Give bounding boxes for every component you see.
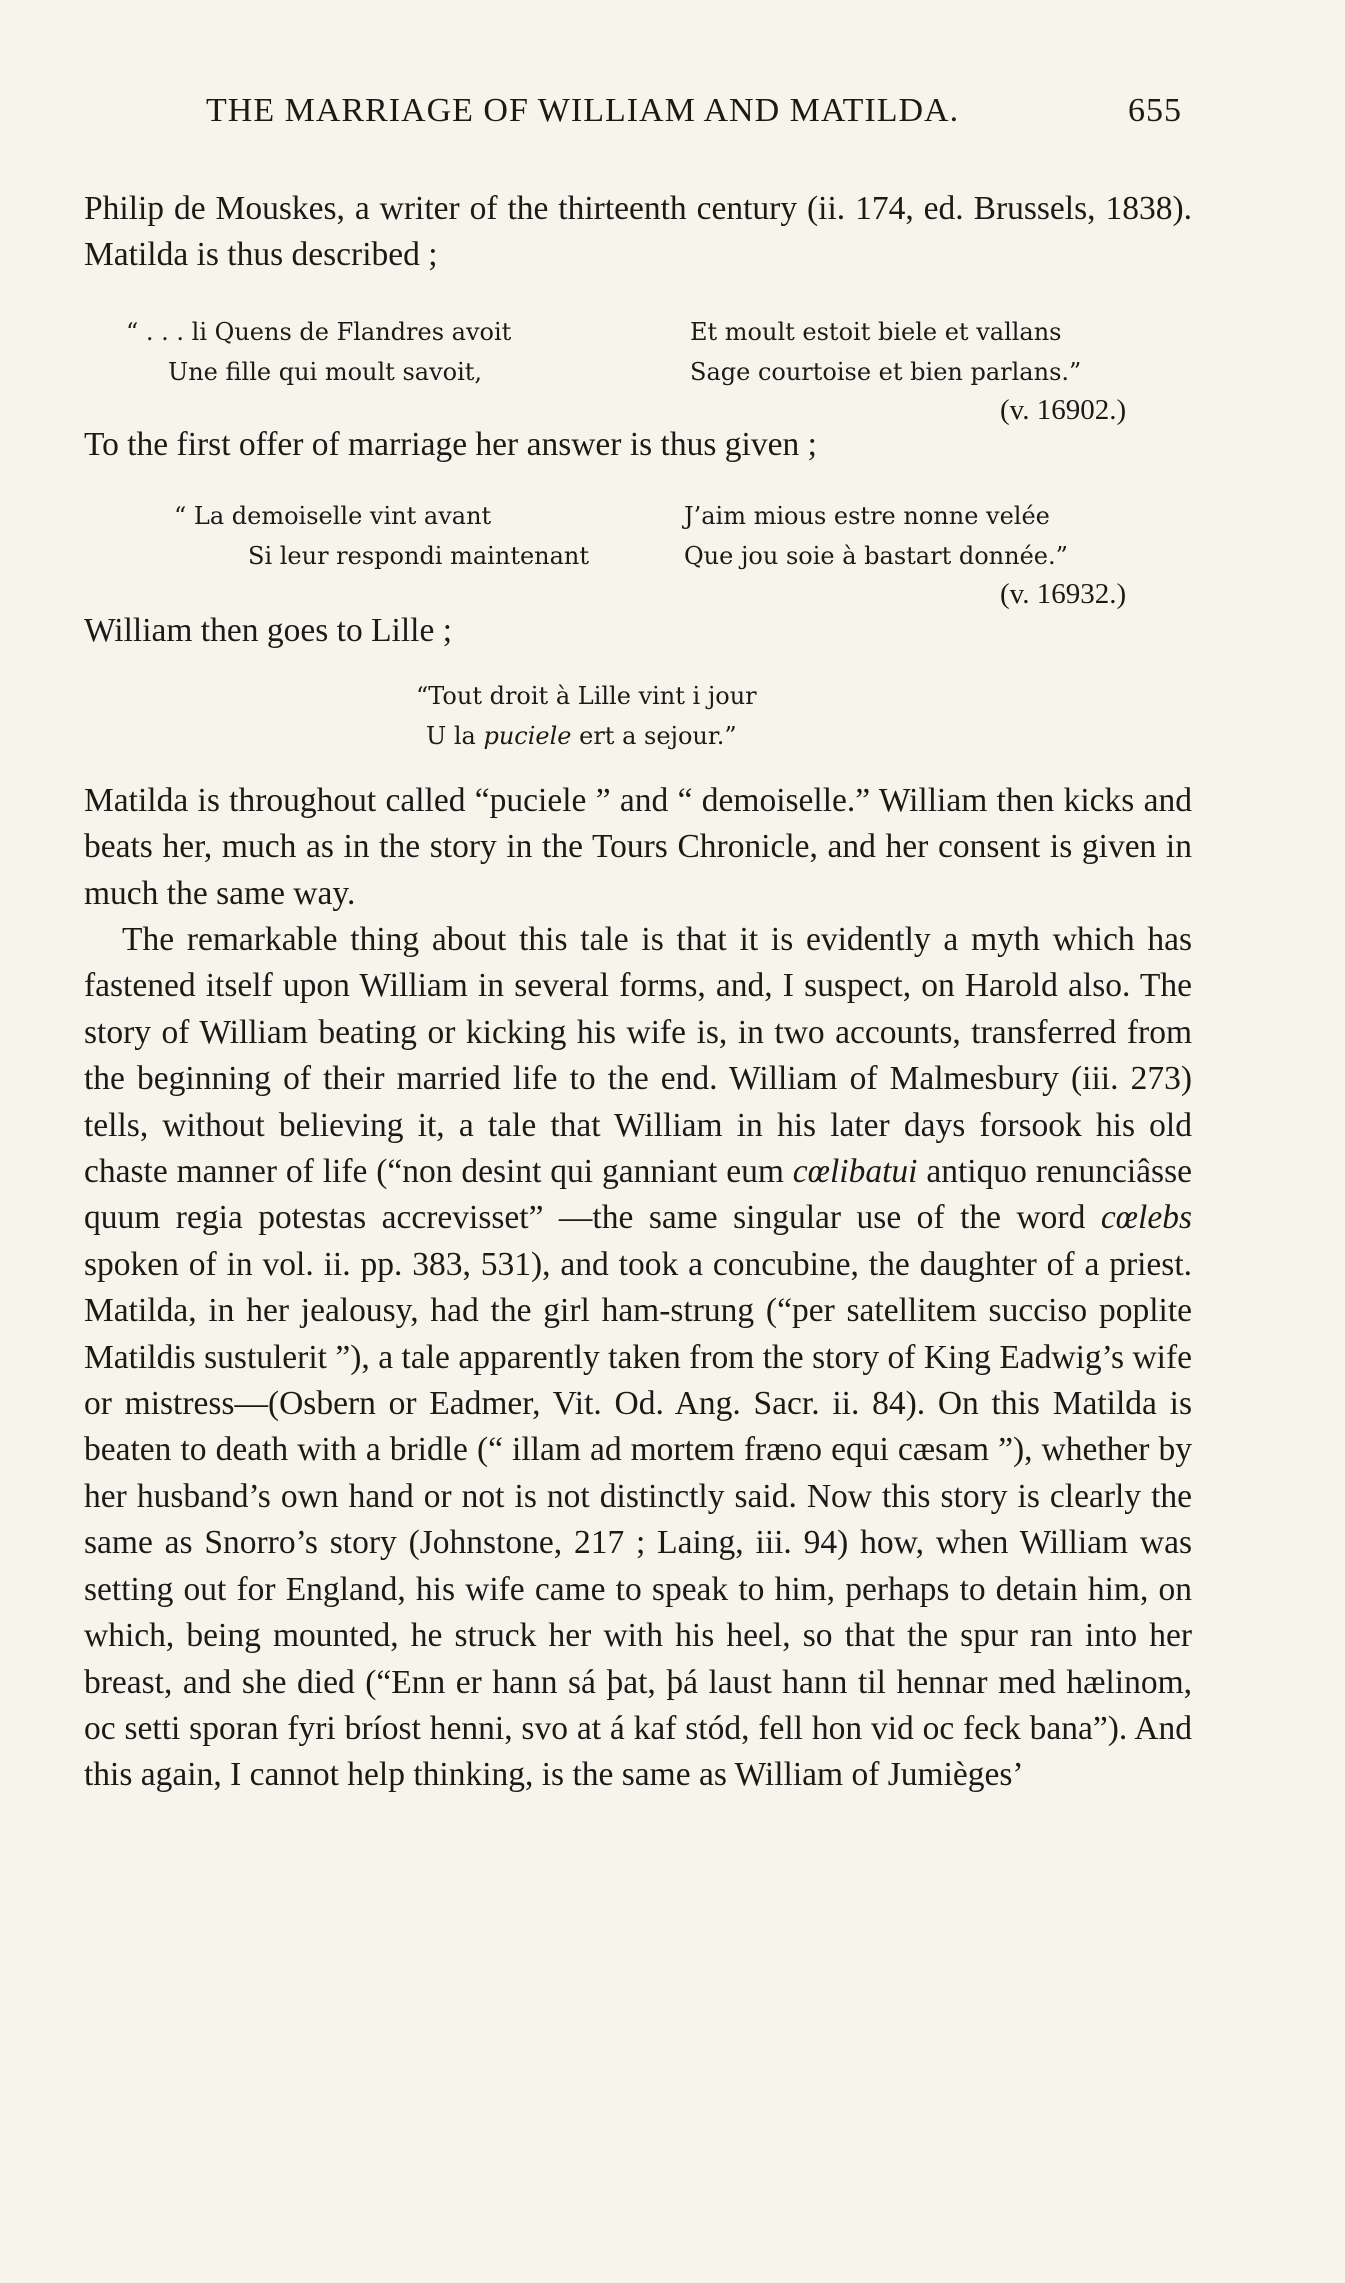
verse1-reference: (v. 16902.): [1000, 394, 1127, 426]
verse2-right: [684, 496, 1068, 576]
running-header: [206, 92, 1182, 130]
verse-line: Si leur respondi maintenant: [248, 542, 590, 570]
italic-word: puciele: [483, 722, 572, 750]
verse-line: “Tout droit à Lille vint i jour: [416, 682, 757, 710]
paragraph-myth: The remarkable thing about this tale is that it is evidently a myth which has fastened itself upon William in several forms, and, I suspect, on Harold also. The story of William beating or kicking his wife is, in two accounts, transferred from the beginning of their married life to the end. William of Malmesbury (iii. 273) tells, without believing it, a tale that William in his later days forsook his old chaste manner of life (“non desint qui ganniant eum cœlibatui antiquo renunciâsse quum regia potestas accrevisset” —the same singular use of the word cœlebs spoken of in vol. ii. pp. 383, 531), and took a concubine, the daughter of a priest. Matilda, in her jealousy, had the girl ham-strung (“per satellitem succiso poplite Matildis sustulerit ”), a tale apparently taken from the story of King Eadwig’s wife or mistress—(Osbern or Eadmer, Vit. Od. Ang. Sacr. ii. 84). On this Matilda is beaten to death with a bridle (“ illam ad mortem fræno equi cæsam ”), whether by her husband’s own hand or not is not distinctly said. Now this story is clearly the same as Snorro’s story (Johnstone, 217 ; Laing, iii. 94) how, when William was setting out for England, his wife came to speak to him, perhaps to detain him, on which, being mounted, he struck her with his heel, so that the spur ran into her breast, and she died (“Enn er hann sá þat, þá laust hann til hennar med hælinom, oc setti sporan fyri bríost henni, svo at á kaf stód, fell hon vid oc feck bana”). And this again, I cannot help thinking, is the same as William of Jumièges’: [84, 921, 1192, 1794]
italic-word: cœlebs: [1100, 1199, 1192, 1237]
verse-line: Et moult estoit biele et vallans: [690, 318, 1062, 346]
running-title: THE MARRIAGE OF WILLIAM AND MATILDA.: [206, 92, 960, 129]
verse3: [416, 676, 757, 756]
verse-line: “ La demoiselle vint avant: [174, 502, 492, 530]
verse-line: J’aim mious estre nonne velée: [684, 502, 1050, 530]
verse-line: “ . . . li Quens de Flandres avoit: [126, 318, 512, 346]
italic-word: cœlibatui: [792, 1153, 918, 1191]
verse1-left: [126, 312, 511, 392]
verse-line: Que jou soie à bastart donnée.”: [684, 542, 1068, 570]
page-number: 655: [1128, 92, 1182, 129]
verse2-reference: (v. 16932.): [1000, 578, 1127, 610]
offer-line: To the first offer of marriage her answer is thus given ;: [84, 426, 817, 463]
paragraph-puciele: Matilda is throughout called “puciele ” and “ demoiselle.” William then kicks and beats her, much as in the story in the Tours Chronicle, and her consent is given in much the same way.: [84, 782, 1192, 912]
verse-line: Sage courtoise et bien parlans.”: [690, 358, 1082, 386]
lille-line: William then goes to Lille ;: [84, 612, 453, 649]
verse2-left: [174, 496, 589, 576]
verse1-right: [690, 312, 1081, 392]
verse-line: Une fille qui moult savoit,: [168, 358, 483, 386]
verse-line: U la puciele ert a sejour.”: [426, 722, 737, 750]
intro-paragraph: Philip de Mouskes, a writer of the thirteenth century (ii. 174, ed. Brussels, 1838). Matilda is thus described ;: [84, 190, 1192, 274]
